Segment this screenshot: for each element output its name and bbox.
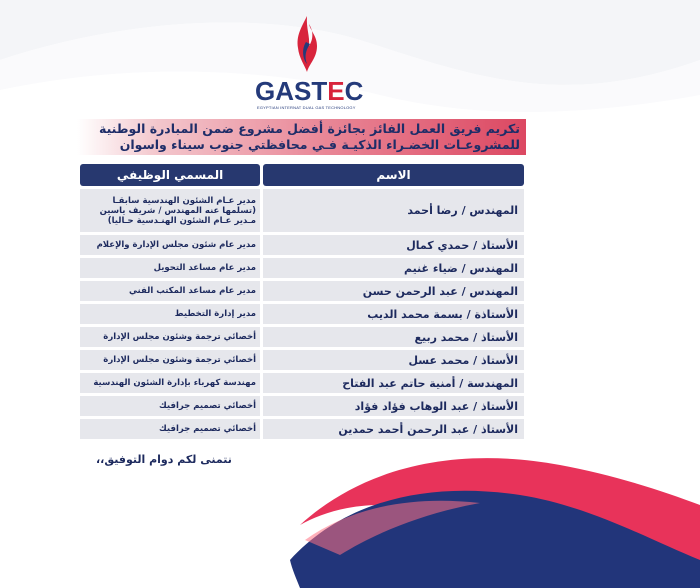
- cell-name: الأستاذ / عبد الوهاب فؤاد فؤاد: [263, 396, 524, 416]
- cell-name: المهندس / رضا أحمد: [263, 189, 524, 232]
- cell-job-title: [80, 281, 260, 301]
- job-title-line: مدير عام شئون مجلس الإدارة والإعلام: [96, 240, 256, 250]
- table-row: [80, 304, 524, 324]
- job-title-line: أخصائي ترجمة وشئون مجلس الإدارة: [103, 355, 256, 365]
- table-row: [80, 396, 524, 416]
- table-row: [80, 258, 524, 278]
- table-row: [80, 327, 524, 347]
- table-body: [80, 189, 524, 439]
- table-row: [80, 189, 524, 232]
- honorees-table: [80, 164, 524, 442]
- job-title-line: مدير عام مساعد التحويل: [153, 263, 256, 273]
- cell-job-title: [80, 189, 260, 232]
- cell-job-title: [80, 350, 260, 370]
- job-title-line: مدير عام مساعد المكتب الفني: [128, 286, 256, 296]
- brand-tagline: EGYPTIAN INTERNAT DUAL GAS TECHNOLOGY: [257, 105, 356, 110]
- job-title-line: أخصائي تصميم جرافيك: [159, 424, 256, 434]
- cell-job-title: [80, 373, 260, 393]
- job-title-line: مدير إدارة التخطيط: [174, 309, 256, 319]
- cell-job-title: [80, 304, 260, 324]
- job-title-line: مـدير عـام الشئون الهنـدسية حـاليا): [107, 215, 256, 226]
- job-title-line: أخصائي ترجمة وشئون مجلس الإدارة: [103, 332, 256, 342]
- cell-name: المهندسة / أمنية حاتم عبد الفتاح: [263, 373, 524, 393]
- title-banner: [77, 119, 526, 155]
- table-row: [80, 281, 524, 301]
- header-name: الاسم: [263, 164, 524, 186]
- job-title-line: (تسلمها عنه المهندس / شريف ياسين: [99, 205, 256, 216]
- table-row: [80, 235, 524, 255]
- flame-icon: [292, 14, 322, 74]
- cell-job-title: [80, 235, 260, 255]
- cell-name: المهندس / ضياء غنيم: [263, 258, 524, 278]
- table-header-row: [80, 164, 524, 186]
- cell-job-title: [80, 396, 260, 416]
- cell-job-title: [80, 258, 260, 278]
- cell-name: الأستاذ / حمدي كمال: [263, 235, 524, 255]
- table-row: [80, 350, 524, 370]
- table-row: [80, 373, 524, 393]
- title-line-1: تكريم فريق العمل الفائز بجائزة أفضل مشروع ضمن المبادرة الوطنية: [99, 121, 520, 136]
- brand-name: GASTEC: [255, 76, 364, 106]
- table-row: [80, 419, 524, 439]
- cell-job-title: [80, 327, 260, 347]
- cell-name: الأستاذ / محمد ربيع: [263, 327, 524, 347]
- job-title-line: مدير عـام الشئون الهندسية سابقـا: [112, 195, 256, 206]
- job-title-line: أخصائي تصميم جرافيك: [159, 401, 256, 411]
- cell-name: المهندس / عبد الرحمن حسن: [263, 281, 524, 301]
- job-title-line: مهندسة كهرباء بإدارة الشئون الهندسية: [93, 378, 256, 388]
- cell-job-title: [80, 419, 260, 439]
- gastec-logo: [252, 14, 362, 114]
- cell-name: الأستاذ / عبد الرحمن أحمد حمدين: [263, 419, 524, 439]
- cell-name: الأستاذة / بسمة محمد الديب: [263, 304, 524, 324]
- closing-note: نتمنى لكم دوام التوفيق،،: [96, 453, 232, 466]
- title-line-2: للمشروعـات الخضـراء الذكيـة فـي محافظتي جنوب سيناء واسوان: [119, 137, 520, 152]
- cell-name: الأستاذ / محمد عسل: [263, 350, 524, 370]
- header-job-title: المسمي الوظيفي: [80, 164, 260, 186]
